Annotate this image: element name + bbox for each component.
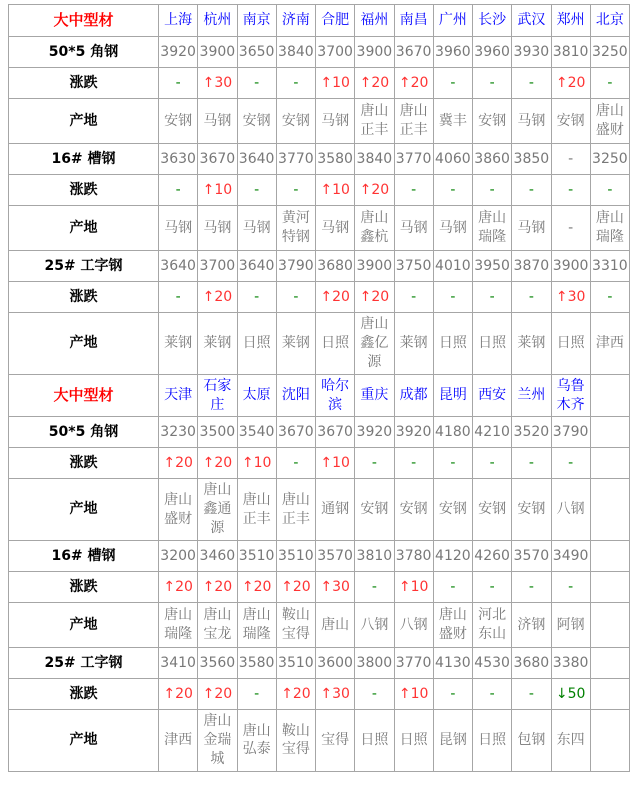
table-row [9, 175, 630, 206]
change-cell: ↑10 [316, 448, 355, 479]
origin-cell: 莱钢 [512, 313, 551, 375]
origin-cell: 唐山瑞隆 [590, 206, 629, 251]
origin-cell: 包钢 [512, 710, 551, 772]
section-label: 大中型材 [9, 374, 159, 417]
origin-cell: 马钢 [512, 206, 551, 251]
table-body [9, 5, 630, 772]
price-cell: 4260 [473, 541, 512, 572]
row-label: 产地 [9, 99, 159, 144]
city-header: 重庆 [355, 374, 394, 417]
change-cell: ↑10 [198, 175, 237, 206]
change-cell: - [237, 68, 276, 99]
change-cell: - [355, 679, 394, 710]
price-cell: 3770 [394, 648, 433, 679]
price-cell: 3520 [512, 417, 551, 448]
price-cell: 3510 [276, 541, 315, 572]
origin-cell: 宝得 [316, 710, 355, 772]
change-cell: - [473, 282, 512, 313]
steel-price-table [8, 4, 630, 772]
origin-cell: 阿钢 [551, 603, 590, 648]
origin-cell: 通钢 [316, 479, 355, 541]
table-row [9, 679, 630, 710]
price-cell: 3670 [394, 37, 433, 68]
change-cell: - [276, 68, 315, 99]
price-cell: 3800 [355, 648, 394, 679]
change-cell: ↑20 [198, 448, 237, 479]
price-cell: 3770 [394, 144, 433, 175]
city-header: 沈阳 [276, 374, 315, 417]
price-cell: 3630 [159, 144, 198, 175]
change-cell: ↑20 [551, 68, 590, 99]
change-cell: ↑10 [237, 448, 276, 479]
origin-cell: 日照 [473, 313, 512, 375]
origin-cell: 唐山鑫杭 [355, 206, 394, 251]
empty-cell [590, 417, 629, 448]
origin-cell: 唐山弘泰 [237, 710, 276, 772]
origin-cell: 唐山正丰 [276, 479, 315, 541]
row-label: 16# 槽钢 [9, 144, 159, 175]
origin-cell: 唐山鑫通源 [198, 479, 237, 541]
row-label: 产地 [9, 603, 159, 648]
price-cell: 3310 [590, 251, 629, 282]
origin-cell: 唐山金瑞城 [198, 710, 237, 772]
price-cell: 3640 [237, 144, 276, 175]
price-cell: 3670 [276, 417, 315, 448]
change-cell: ↑20 [159, 679, 198, 710]
price-cell: 3770 [276, 144, 315, 175]
city-header: 长沙 [473, 5, 512, 37]
change-cell: - [237, 679, 276, 710]
price-cell: 4180 [433, 417, 472, 448]
city-header: 哈尔滨 [316, 374, 355, 417]
change-cell: - [355, 448, 394, 479]
city-header: 武汉 [512, 5, 551, 37]
change-cell: - [355, 572, 394, 603]
row-label: 涨跌 [9, 175, 159, 206]
city-header: 合肥 [316, 5, 355, 37]
origin-cell: 八钢 [551, 479, 590, 541]
change-cell: ↑10 [394, 572, 433, 603]
row-label: 涨跌 [9, 282, 159, 313]
price-cell: 3900 [355, 37, 394, 68]
price-cell: 3840 [355, 144, 394, 175]
change-cell: - [590, 282, 629, 313]
origin-cell: 唐山盛财 [590, 99, 629, 144]
origin-cell: 安钢 [355, 479, 394, 541]
change-cell: ↑20 [198, 572, 237, 603]
price-cell: 3790 [276, 251, 315, 282]
city-header: 昆明 [433, 374, 472, 417]
origin-cell: 唐山瑞隆 [159, 603, 198, 648]
origin-cell: 唐山盛财 [433, 603, 472, 648]
city-header: 太原 [237, 374, 276, 417]
price-cell: 3250 [590, 144, 629, 175]
row-label: 产地 [9, 710, 159, 772]
price-cell: 3680 [316, 251, 355, 282]
row-label: 25# 工字钢 [9, 251, 159, 282]
change-cell: - [551, 448, 590, 479]
price-cell: 3810 [355, 541, 394, 572]
origin-cell: 唐山正丰 [394, 99, 433, 144]
city-header: 石家庄 [198, 374, 237, 417]
empty-cell [590, 603, 629, 648]
origin-cell: 马钢 [237, 206, 276, 251]
city-header: 杭州 [198, 5, 237, 37]
table-row [9, 251, 630, 282]
origin-cell: 马钢 [198, 206, 237, 251]
change-cell: - [159, 68, 198, 99]
table-row [9, 417, 630, 448]
price-cell: 3510 [276, 648, 315, 679]
origin-cell: 八钢 [355, 603, 394, 648]
change-cell: - [551, 572, 590, 603]
price-cell: 3920 [355, 417, 394, 448]
price-cell: 3840 [276, 37, 315, 68]
price-cell: 3900 [551, 251, 590, 282]
origin-cell: 安钢 [473, 99, 512, 144]
change-cell: - [512, 282, 551, 313]
origin-cell: 唐山 [316, 603, 355, 648]
table-row [9, 206, 630, 251]
price-cell: 3960 [473, 37, 512, 68]
empty-cell [590, 710, 629, 772]
city-header: 成都 [394, 374, 433, 417]
price-cell: 4130 [433, 648, 472, 679]
price-cell: 3250 [590, 37, 629, 68]
change-cell: ↑20 [159, 448, 198, 479]
origin-cell: 安钢 [276, 99, 315, 144]
origin-cell: 唐山宝龙 [198, 603, 237, 648]
price-cell: 3920 [159, 37, 198, 68]
price-cell: 3600 [316, 648, 355, 679]
change-cell: - [473, 448, 512, 479]
table-row [9, 710, 630, 772]
origin-cell: 河北东山 [473, 603, 512, 648]
row-label: 涨跌 [9, 448, 159, 479]
change-cell: - [433, 68, 472, 99]
change-cell: ↑30 [316, 572, 355, 603]
price-cell: 4010 [433, 251, 472, 282]
empty-cell [590, 648, 629, 679]
origin-cell: 马钢 [159, 206, 198, 251]
price-cell: 3650 [237, 37, 276, 68]
origin-cell: 安钢 [473, 479, 512, 541]
city-header: 天津 [159, 374, 198, 417]
origin-cell: 冀丰 [433, 99, 472, 144]
row-label: 产地 [9, 479, 159, 541]
empty-cell [590, 374, 629, 417]
price-cell: 3700 [316, 37, 355, 68]
change-cell: - [512, 68, 551, 99]
section-label: 大中型材 [9, 5, 159, 37]
origin-cell: 马钢 [316, 206, 355, 251]
change-cell: ↑30 [316, 679, 355, 710]
change-cell: - [159, 282, 198, 313]
change-cell: - [433, 282, 472, 313]
origin-cell: 日照 [433, 313, 472, 375]
table-row [9, 448, 630, 479]
row-label: 产地 [9, 206, 159, 251]
price-cell: 3790 [551, 417, 590, 448]
change-cell: - [473, 572, 512, 603]
city-header: 南昌 [394, 5, 433, 37]
table-row [9, 99, 630, 144]
city-header: 北京 [590, 5, 629, 37]
price-cell: 3460 [198, 541, 237, 572]
origin-cell: 日照 [355, 710, 394, 772]
change-cell: - [433, 572, 472, 603]
row-label: 涨跌 [9, 68, 159, 99]
table-row [9, 144, 630, 175]
change-cell: - [159, 175, 198, 206]
origin-cell: 日照 [473, 710, 512, 772]
row-label: 50*5 角钢 [9, 37, 159, 68]
change-cell: - [473, 175, 512, 206]
change-cell: - [473, 68, 512, 99]
change-cell: - [394, 175, 433, 206]
change-cell: ↑20 [159, 572, 198, 603]
table-row [9, 313, 630, 375]
change-cell: - [590, 175, 629, 206]
section-header-row [9, 374, 630, 417]
origin-cell: 莱钢 [394, 313, 433, 375]
price-cell: 3670 [198, 144, 237, 175]
change-cell: ↑20 [355, 282, 394, 313]
empty-cell [590, 479, 629, 541]
price-cell: 3580 [237, 648, 276, 679]
origin-cell: 济钢 [512, 603, 551, 648]
origin-cell: 安钢 [512, 479, 551, 541]
city-header: 乌鲁木齐 [551, 374, 590, 417]
city-header: 兰州 [512, 374, 551, 417]
empty-cell [590, 448, 629, 479]
change-cell: - [512, 572, 551, 603]
change-cell: ↑10 [394, 679, 433, 710]
city-header: 上海 [159, 5, 198, 37]
change-cell: - [276, 282, 315, 313]
change-cell: ↑20 [237, 572, 276, 603]
empty-cell [590, 679, 629, 710]
empty-cell [590, 572, 629, 603]
change-cell: - [512, 448, 551, 479]
price-cell: 3950 [473, 251, 512, 282]
change-cell: ↑20 [198, 282, 237, 313]
change-cell: ↑30 [551, 282, 590, 313]
price-cell: 4210 [473, 417, 512, 448]
price-cell: 4530 [473, 648, 512, 679]
price-cell: 3900 [355, 251, 394, 282]
origin-cell: - [551, 206, 590, 251]
table-row [9, 479, 630, 541]
origin-cell: 鞍山宝得 [276, 603, 315, 648]
change-cell: - [433, 175, 472, 206]
origin-cell: 马钢 [512, 99, 551, 144]
origin-cell: 安钢 [551, 99, 590, 144]
city-header: 郑州 [551, 5, 590, 37]
city-header: 西安 [473, 374, 512, 417]
change-cell: - [237, 175, 276, 206]
change-cell: - [512, 175, 551, 206]
origin-cell: 东四 [551, 710, 590, 772]
origin-cell: 安钢 [433, 479, 472, 541]
change-cell: ↓50 [551, 679, 590, 710]
price-cell: 3510 [237, 541, 276, 572]
price-cell: 4060 [433, 144, 472, 175]
price-cell: 3540 [237, 417, 276, 448]
price-cell: 3570 [512, 541, 551, 572]
origin-cell: 日照 [316, 313, 355, 375]
price-cell: 3230 [159, 417, 198, 448]
price-cell: 3640 [159, 251, 198, 282]
origin-cell: 唐山瑞隆 [237, 603, 276, 648]
change-cell: ↑20 [394, 68, 433, 99]
origin-cell: 安钢 [237, 99, 276, 144]
price-cell: 3930 [512, 37, 551, 68]
row-label: 产地 [9, 313, 159, 375]
table-row [9, 282, 630, 313]
change-cell: ↑20 [276, 679, 315, 710]
price-cell: 3500 [198, 417, 237, 448]
price-cell: 3580 [316, 144, 355, 175]
change-cell: ↑20 [198, 679, 237, 710]
change-cell: - [590, 68, 629, 99]
price-cell: 3810 [551, 37, 590, 68]
origin-cell: 昆钢 [433, 710, 472, 772]
table-row [9, 37, 630, 68]
row-label: 16# 槽钢 [9, 541, 159, 572]
change-cell: ↑10 [316, 175, 355, 206]
price-cell: 3560 [198, 648, 237, 679]
price-cell: 3670 [316, 417, 355, 448]
price-cell: 3490 [551, 541, 590, 572]
price-cell: 3200 [159, 541, 198, 572]
city-header: 济南 [276, 5, 315, 37]
origin-cell: 安钢 [394, 479, 433, 541]
origin-cell: 唐山盛财 [159, 479, 198, 541]
origin-cell: 日照 [551, 313, 590, 375]
table-row [9, 648, 630, 679]
change-cell: - [512, 679, 551, 710]
price-cell: 3750 [394, 251, 433, 282]
empty-cell [590, 541, 629, 572]
price-cell: 3640 [237, 251, 276, 282]
price-cell: 3960 [433, 37, 472, 68]
price-cell: 3380 [551, 648, 590, 679]
change-cell: ↑20 [276, 572, 315, 603]
change-cell: - [394, 448, 433, 479]
origin-cell: 唐山鑫亿源 [355, 313, 394, 375]
change-cell: ↑30 [198, 68, 237, 99]
origin-cell: 莱钢 [198, 313, 237, 375]
change-cell: - [276, 448, 315, 479]
row-label: 涨跌 [9, 679, 159, 710]
price-cell: 3900 [198, 37, 237, 68]
origin-cell: 日照 [237, 313, 276, 375]
price-cell: 3850 [512, 144, 551, 175]
origin-cell: 莱钢 [159, 313, 198, 375]
origin-cell: 马钢 [316, 99, 355, 144]
origin-cell: 马钢 [198, 99, 237, 144]
change-cell: - [394, 282, 433, 313]
change-cell: - [551, 175, 590, 206]
price-cell: 3860 [473, 144, 512, 175]
price-cell: 4120 [433, 541, 472, 572]
change-cell: - [433, 679, 472, 710]
origin-cell: 唐山正丰 [237, 479, 276, 541]
price-cell: 3410 [159, 648, 198, 679]
origin-cell: 日照 [394, 710, 433, 772]
origin-cell: 唐山正丰 [355, 99, 394, 144]
origin-cell: 津西 [590, 313, 629, 375]
change-cell: ↑10 [316, 68, 355, 99]
price-cell: - [551, 144, 590, 175]
origin-cell: 马钢 [433, 206, 472, 251]
change-cell: ↑20 [316, 282, 355, 313]
row-label: 涨跌 [9, 572, 159, 603]
change-cell: - [433, 448, 472, 479]
price-cell: 3680 [512, 648, 551, 679]
row-label: 25# 工字钢 [9, 648, 159, 679]
city-header: 南京 [237, 5, 276, 37]
origin-cell: 津西 [159, 710, 198, 772]
section-header-row [9, 5, 630, 37]
price-cell: 3700 [198, 251, 237, 282]
origin-cell: 马钢 [394, 206, 433, 251]
origin-cell: 唐山瑞隆 [473, 206, 512, 251]
origin-cell: 八钢 [394, 603, 433, 648]
origin-cell: 安钢 [159, 99, 198, 144]
change-cell: - [276, 175, 315, 206]
price-cell: 3780 [394, 541, 433, 572]
change-cell: - [473, 679, 512, 710]
table-row [9, 541, 630, 572]
table-row [9, 68, 630, 99]
table-row [9, 603, 630, 648]
city-header: 福州 [355, 5, 394, 37]
row-label: 50*5 角钢 [9, 417, 159, 448]
change-cell: ↑20 [355, 68, 394, 99]
origin-cell: 莱钢 [276, 313, 315, 375]
price-cell: 3570 [316, 541, 355, 572]
origin-cell: 鞍山宝得 [276, 710, 315, 772]
origin-cell: 黄河特钢 [276, 206, 315, 251]
change-cell: ↑20 [355, 175, 394, 206]
city-header: 广州 [433, 5, 472, 37]
table-row [9, 572, 630, 603]
change-cell: - [237, 282, 276, 313]
price-cell: 3920 [394, 417, 433, 448]
price-cell: 3870 [512, 251, 551, 282]
